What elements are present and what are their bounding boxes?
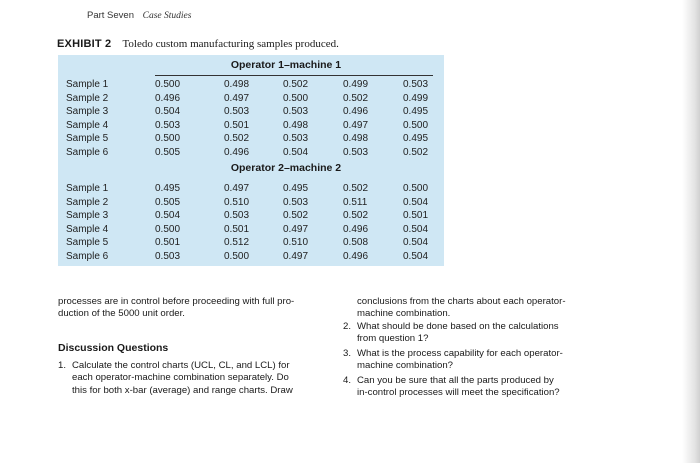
sample-label: Sample 6 xyxy=(66,251,109,262)
measurement-cell: 0.499 xyxy=(403,92,429,104)
question-line: this for both x-bar (average) and range charts. Draw xyxy=(72,384,293,396)
question-number: 3. xyxy=(343,348,352,359)
question-2 xyxy=(343,321,623,346)
measurement-cell: 0.503 xyxy=(155,251,181,262)
intro-line: duction of the 5000 unit order. xyxy=(58,308,185,320)
question-body xyxy=(357,348,623,373)
sample-label: Sample 3 xyxy=(66,106,109,118)
measurement-cell: 0.502 xyxy=(283,210,309,222)
measurement-cell: 0.503 xyxy=(403,79,429,90)
sample-label: Sample 5 xyxy=(66,133,109,145)
measurement-cell: 0.497 xyxy=(283,223,309,235)
measurement-cell: 0.500 xyxy=(155,133,181,145)
running-head-section: Case Studies xyxy=(142,11,192,21)
measurement-cell: 0.504 xyxy=(155,210,181,222)
measurement-cell: 0.497 xyxy=(343,119,369,131)
running-head xyxy=(87,10,191,21)
question-body xyxy=(357,321,623,346)
measurement-cell: 0.501 xyxy=(224,223,250,235)
measurement-cell: 0.503 xyxy=(283,196,309,208)
question-number: 4. xyxy=(343,375,352,386)
measurement-cell: 0.503 xyxy=(283,106,309,118)
measurement-cell: 0.510 xyxy=(224,196,250,208)
measurement-cell: 0.495 xyxy=(403,133,429,145)
measurement-cell: 0.510 xyxy=(283,237,309,249)
sample-label: Sample 2 xyxy=(66,196,109,208)
measurement-cell: 0.497 xyxy=(224,92,250,104)
measurement-cell: 0.500 xyxy=(403,183,429,194)
measurement-cell: 0.504 xyxy=(403,237,429,249)
measurement-cell: 0.505 xyxy=(155,196,181,208)
question-number: 2. xyxy=(343,321,352,332)
page-edge-shadow xyxy=(682,0,700,463)
measurement-cell: 0.499 xyxy=(343,79,369,90)
question-line: What should be done based on the calculations xyxy=(357,321,559,332)
measurement-cell: 0.496 xyxy=(343,106,369,118)
measurement-cell: 0.498 xyxy=(224,79,250,90)
sample-label: Sample 4 xyxy=(66,119,109,131)
samples-table xyxy=(58,55,444,266)
measurement-cell: 0.512 xyxy=(224,237,250,249)
question-line: Calculate the control charts (UCL, CL, and LCL) for xyxy=(72,360,290,371)
sample-label: Sample 4 xyxy=(66,223,109,235)
measurement-cell: 0.502 xyxy=(403,147,429,158)
measurement-cell: 0.500 xyxy=(283,92,309,104)
measurement-cell: 0.501 xyxy=(403,210,429,222)
question-1-continuation xyxy=(357,296,617,321)
measurement-cell: 0.504 xyxy=(283,147,309,158)
measurement-cell: 0.505 xyxy=(155,147,181,158)
question-line: from question 1? xyxy=(357,333,429,345)
operator-group-header: Operator 2–machine 2 xyxy=(230,162,342,174)
measurement-cell: 0.501 xyxy=(155,237,181,249)
measurement-cell: 0.495 xyxy=(403,106,429,118)
measurement-cell: 0.503 xyxy=(283,133,309,145)
measurement-cell: 0.496 xyxy=(343,223,369,235)
exhibit-title xyxy=(57,38,339,50)
sample-label: Sample 5 xyxy=(66,237,109,249)
measurement-cell: 0.496 xyxy=(224,147,250,158)
measurement-cell: 0.502 xyxy=(343,210,369,222)
measurement-cell: 0.503 xyxy=(155,119,181,131)
measurement-cell: 0.500 xyxy=(155,79,181,90)
sample-label: Sample 1 xyxy=(66,79,109,90)
sample-label: Sample 3 xyxy=(66,210,109,222)
question-line: Can you be sure that all the parts produced by xyxy=(357,375,554,386)
measurement-cell: 0.496 xyxy=(343,251,369,262)
measurement-cell: 0.498 xyxy=(283,119,309,131)
question-line: What is the process capability for each operator- xyxy=(357,348,563,359)
running-head-part: Part Seven xyxy=(87,10,134,21)
header-rule xyxy=(155,75,433,76)
measurement-cell: 0.495 xyxy=(155,183,181,194)
measurement-cell: 0.504 xyxy=(403,251,429,262)
question-line: in-control processes will meet the specification? xyxy=(357,387,560,399)
question-3 xyxy=(343,348,623,373)
measurement-cell: 0.504 xyxy=(403,196,429,208)
question-1 xyxy=(58,360,333,397)
intro-paragraph xyxy=(58,296,333,321)
question-line: machine combination? xyxy=(357,360,453,372)
measurement-cell: 0.497 xyxy=(224,183,250,194)
measurement-cell: 0.503 xyxy=(343,147,369,158)
question-body xyxy=(357,375,633,400)
measurement-cell: 0.504 xyxy=(403,223,429,235)
exhibit-label: EXHIBIT 2 xyxy=(57,38,112,50)
measurement-cell: 0.496 xyxy=(155,92,181,104)
sample-label: Sample 2 xyxy=(66,92,109,104)
question-body xyxy=(72,360,333,397)
operator-group-header: Operator 1–machine 1 xyxy=(230,59,342,71)
measurement-cell: 0.502 xyxy=(283,79,309,90)
measurement-cell: 0.495 xyxy=(283,183,309,194)
question-line: each operator-machine combination separately. Do xyxy=(72,372,289,384)
exhibit-caption: Toledo custom manufacturing samples produced. xyxy=(122,38,339,50)
measurement-cell: 0.502 xyxy=(343,183,369,194)
measurement-cell: 0.508 xyxy=(343,237,369,249)
measurement-cell: 0.497 xyxy=(283,251,309,262)
measurement-cell: 0.511 xyxy=(343,196,368,208)
continuation-line: conclusions from the charts about each operator- xyxy=(357,296,566,307)
question-number: 1. xyxy=(58,360,67,371)
continuation-line: machine combination. xyxy=(357,308,451,320)
intro-line: processes are in control before proceeding with full pro- xyxy=(58,296,295,307)
measurement-cell: 0.502 xyxy=(343,92,369,104)
measurement-cell: 0.503 xyxy=(224,210,250,222)
measurement-cell: 0.501 xyxy=(224,119,250,131)
measurement-cell: 0.498 xyxy=(343,133,369,145)
measurement-cell: 0.500 xyxy=(403,119,429,131)
measurement-cell: 0.502 xyxy=(224,133,250,145)
sample-label: Sample 1 xyxy=(66,183,109,194)
measurement-cell: 0.503 xyxy=(224,106,250,118)
question-4 xyxy=(343,375,633,400)
measurement-cell: 0.500 xyxy=(224,251,250,262)
measurement-cell: 0.500 xyxy=(155,223,181,235)
discussion-questions-heading: Discussion Questions xyxy=(58,342,169,354)
measurement-cell: 0.504 xyxy=(155,106,181,118)
sample-label: Sample 6 xyxy=(66,147,109,158)
